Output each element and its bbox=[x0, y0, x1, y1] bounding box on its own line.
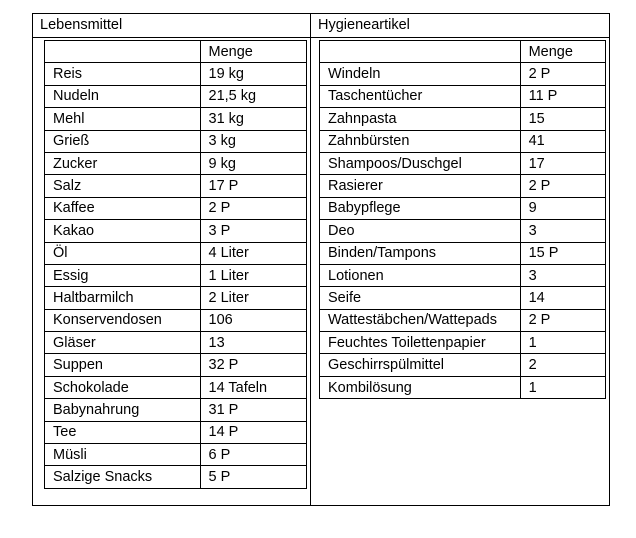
quantity-cell: 106 bbox=[200, 309, 307, 331]
table-header-row bbox=[45, 41, 307, 63]
item-cell: Kombilösung bbox=[320, 376, 521, 398]
item-cell: Deo bbox=[320, 220, 521, 242]
quantity-cell: 3 bbox=[520, 220, 605, 242]
table-row bbox=[320, 264, 606, 286]
table-row bbox=[45, 175, 307, 197]
table-row bbox=[320, 287, 606, 309]
quantity-cell: 21,5 kg bbox=[200, 85, 307, 107]
quantity-cell: 17 bbox=[520, 152, 605, 174]
item-cell: Salzige Snacks bbox=[45, 466, 201, 488]
item-cell: Grieß bbox=[45, 130, 201, 152]
quantity-cell: 14 bbox=[520, 287, 605, 309]
quantity-cell: 13 bbox=[200, 332, 307, 354]
item-cell: Seife bbox=[320, 287, 521, 309]
item-cell: Mehl bbox=[45, 108, 201, 130]
table-row bbox=[45, 332, 307, 354]
table-row bbox=[320, 197, 606, 219]
quantity-cell: 4 Liter bbox=[200, 242, 307, 264]
table-row bbox=[45, 108, 307, 130]
item-cell: Gläser bbox=[45, 332, 201, 354]
item-cell: Lotionen bbox=[320, 264, 521, 286]
quantity-cell: 17 P bbox=[200, 175, 307, 197]
item-cell bbox=[320, 41, 521, 63]
item-cell: Binden/Tampons bbox=[320, 242, 521, 264]
quantity-cell: 1 bbox=[520, 376, 605, 398]
quantity-cell: 3 bbox=[520, 264, 605, 286]
quantity-cell: 9 kg bbox=[200, 152, 307, 174]
item-cell: Nudeln bbox=[45, 85, 201, 107]
table-row bbox=[320, 332, 606, 354]
item-cell: Windeln bbox=[320, 63, 521, 85]
column-divider bbox=[310, 14, 311, 505]
item-cell: Reis bbox=[45, 63, 201, 85]
table-row bbox=[320, 220, 606, 242]
item-cell: Schokolade bbox=[45, 376, 201, 398]
quantity-cell: 9 bbox=[520, 197, 605, 219]
table-row bbox=[45, 63, 307, 85]
table-row bbox=[45, 354, 307, 376]
table-row bbox=[320, 242, 606, 264]
header-divider bbox=[33, 37, 609, 38]
lebensmittel-table bbox=[44, 40, 307, 489]
item-cell: Suppen bbox=[45, 354, 201, 376]
table-row bbox=[320, 63, 606, 85]
quantity-cell: 15 bbox=[520, 108, 605, 130]
table-row bbox=[45, 242, 307, 264]
quantity-cell: 14 P bbox=[200, 421, 307, 443]
quantity-cell: 3 kg bbox=[200, 130, 307, 152]
table-row bbox=[45, 130, 307, 152]
quantity-cell: 31 P bbox=[200, 399, 307, 421]
quantity-cell: 1 bbox=[520, 332, 605, 354]
table-row bbox=[45, 376, 307, 398]
table-row bbox=[45, 399, 307, 421]
table-row bbox=[45, 152, 307, 174]
quantity-cell: 2 Liter bbox=[200, 287, 307, 309]
table-row bbox=[320, 108, 606, 130]
item-cell: Tee bbox=[45, 421, 201, 443]
section-title-lebensmittel: Lebensmittel bbox=[40, 17, 123, 33]
table-row bbox=[45, 421, 307, 443]
table-row bbox=[45, 466, 307, 488]
table-row bbox=[45, 264, 307, 286]
item-cell: Salz bbox=[45, 175, 201, 197]
quantity-cell: 5 P bbox=[200, 466, 307, 488]
quantity-cell: Menge bbox=[520, 41, 605, 63]
item-cell: Konservendosen bbox=[45, 309, 201, 331]
table-row bbox=[320, 376, 606, 398]
item-cell: Geschirrspülmittel bbox=[320, 354, 521, 376]
item-cell: Shampoos/Duschgel bbox=[320, 152, 521, 174]
quantity-cell: 1 Liter bbox=[200, 264, 307, 286]
quantity-cell: 2 P bbox=[200, 197, 307, 219]
table-row bbox=[320, 85, 606, 107]
table-header-row bbox=[320, 41, 606, 63]
quantity-cell: 19 kg bbox=[200, 63, 307, 85]
item-cell: Zucker bbox=[45, 152, 201, 174]
table-row bbox=[320, 152, 606, 174]
item-cell: Zahnpasta bbox=[320, 108, 521, 130]
item-cell: Feuchtes Toilettenpapier bbox=[320, 332, 521, 354]
quantity-cell: 15 P bbox=[520, 242, 605, 264]
quantity-cell: 11 P bbox=[520, 85, 605, 107]
quantity-cell: 2 bbox=[520, 354, 605, 376]
table-row bbox=[320, 175, 606, 197]
item-cell: Zahnbürsten bbox=[320, 130, 521, 152]
table-row bbox=[45, 287, 307, 309]
table-row bbox=[320, 309, 606, 331]
item-cell: Öl bbox=[45, 242, 201, 264]
table-row bbox=[45, 197, 307, 219]
quantity-cell: 2 P bbox=[520, 175, 605, 197]
quantity-cell: 31 kg bbox=[200, 108, 307, 130]
section-title-hygieneartikel: Hygieneartikel bbox=[318, 17, 410, 33]
item-cell: Müsli bbox=[45, 444, 201, 466]
item-cell: Babynahrung bbox=[45, 399, 201, 421]
item-cell: Essig bbox=[45, 264, 201, 286]
quantity-cell: 2 P bbox=[520, 309, 605, 331]
quantity-cell: 32 P bbox=[200, 354, 307, 376]
table-row bbox=[45, 220, 307, 242]
table-row bbox=[45, 444, 307, 466]
item-cell: Rasierer bbox=[320, 175, 521, 197]
item-cell: Wattestäbchen/Wattepads bbox=[320, 309, 521, 331]
table-row bbox=[45, 85, 307, 107]
quantity-cell: 3 P bbox=[200, 220, 307, 242]
item-cell: Kakao bbox=[45, 220, 201, 242]
table-row bbox=[45, 309, 307, 331]
document-table bbox=[32, 13, 610, 506]
quantity-cell: 41 bbox=[520, 130, 605, 152]
item-cell bbox=[45, 41, 201, 63]
item-cell: Kaffee bbox=[45, 197, 201, 219]
table-row bbox=[320, 130, 606, 152]
quantity-cell: 6 P bbox=[200, 444, 307, 466]
quantity-cell: 14 Tafeln bbox=[200, 376, 307, 398]
hygieneartikel-table bbox=[319, 40, 606, 399]
item-cell: Babypflege bbox=[320, 197, 521, 219]
item-cell: Taschentücher bbox=[320, 85, 521, 107]
item-cell: Haltbarmilch bbox=[45, 287, 201, 309]
quantity-cell: 2 P bbox=[520, 63, 605, 85]
quantity-cell: Menge bbox=[200, 41, 307, 63]
table-row bbox=[320, 354, 606, 376]
